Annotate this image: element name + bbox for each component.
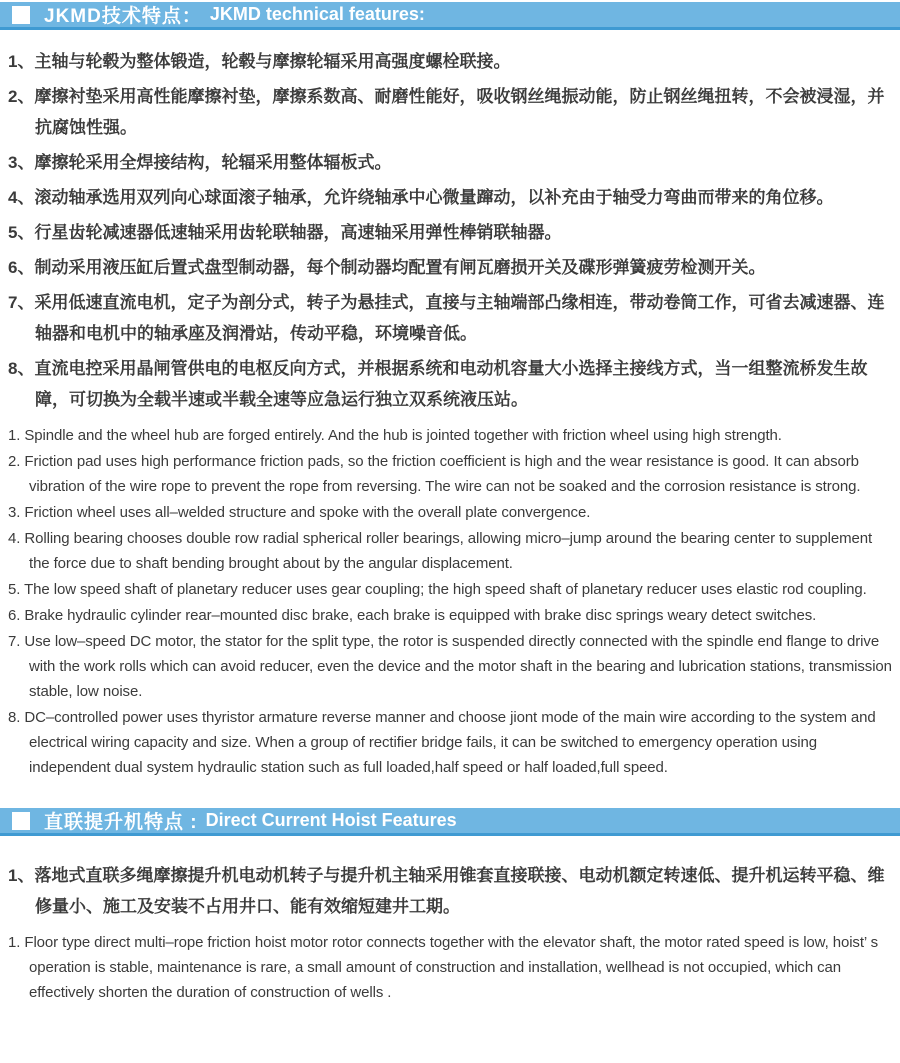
item-text: 滚动轴承选用双列向心球面滚子轴承，允许绕轴承中心微量蹿动，以补充由于轴受力弯曲而带来的角位移。 bbox=[34, 188, 834, 207]
item-text: 摩擦衬垫采用高性能摩擦衬垫，摩擦系数高、耐磨性能好，吸收钢丝绳振动能，防止钢丝绳扭转，不会被浸湿，并抗腐蚀性强。 bbox=[34, 87, 885, 137]
item-number: 3. bbox=[8, 504, 21, 521]
item-text: 直流电控采用晶闸管供电的电枢反向方式，并根据系统和电动机容量大小选择主接线方式，当一组整流桥发生故障，可切换为全载半速或半载全速等应急运行独立双系统液压站。 bbox=[34, 359, 868, 409]
feature-item bbox=[8, 860, 893, 922]
item-number: 6. bbox=[8, 607, 21, 624]
section-header-jkmd bbox=[0, 2, 900, 30]
feature-item bbox=[8, 449, 893, 499]
item-number: 1. bbox=[8, 427, 21, 444]
item-text: Friction pad uses high performance friction pads, so the friction coefficient is high and the wear resistance is good. It can absorb vibration of the wire rope to prevent the rope from reversing. The wire can not be soaked and the corrosion resistance is strong. bbox=[20, 453, 861, 495]
item-text: 主轴与轮毂为整体锻造，轮毂与摩擦轮辐采用高强度螺栓联接。 bbox=[34, 52, 511, 71]
feature-item bbox=[8, 500, 893, 525]
feature-item bbox=[8, 147, 893, 178]
item-number: 7. bbox=[8, 633, 21, 650]
page-content-2 bbox=[0, 860, 900, 1005]
feature-item bbox=[8, 705, 893, 780]
jkmd-features-list-en bbox=[8, 423, 893, 780]
hoist-section-title-en: Direct Current Hoist Features bbox=[205, 810, 457, 830]
feature-item bbox=[8, 287, 893, 349]
hoist-section-title-zh: 直联提升机特点 : bbox=[44, 812, 198, 833]
item-text: Floor type direct multi–rope friction hoist motor rotor connects together with the elevator shaft, the motor rated speed is low, hoist’ s operation is stable, maintenance is rare, a small amount of construction and installation, wellhead is not occupied, which can effectively shorten the duration of construction of wells . bbox=[20, 934, 879, 1001]
item-number: 3、 bbox=[8, 153, 35, 172]
jkmd-section-title-zh: JKMD技术特点： bbox=[44, 6, 202, 27]
item-text: 行星齿轮减速器低速轴采用齿轮联轴器，高速轴采用弹性棒销联轴器。 bbox=[34, 223, 562, 242]
feature-item bbox=[8, 252, 893, 283]
item-text: 摩擦轮采用全焊接结构，轮辐采用整体辐板式。 bbox=[34, 153, 392, 172]
feature-item bbox=[8, 46, 893, 77]
item-number: 8、 bbox=[8, 359, 35, 378]
feature-item bbox=[8, 603, 893, 628]
item-text: 制动采用液压缸后置式盘型制动器，每个制动器均配置有闸瓦磨损开关及碟形弹簧疲劳检测开关。 bbox=[34, 258, 766, 277]
feature-item bbox=[8, 423, 893, 448]
feature-item bbox=[8, 526, 893, 576]
item-text: Brake hydraulic cylinder rear–mounted disc brake, each brake is equipped with brake disc springs weary detect switches. bbox=[20, 607, 817, 624]
item-text: The low speed shaft of planetary reducer uses gear coupling; the high speed shaft of planetary reducer uses elastic rod coupling. bbox=[20, 581, 867, 598]
item-text: Spindle and the wheel hub are forged entirely. And the hub is jointed together with friction wheel using high strength. bbox=[20, 427, 782, 444]
item-text: Friction wheel uses all–welded structure and spoke with the overall plate convergence. bbox=[20, 504, 591, 521]
jkmd-features-list-zh bbox=[8, 46, 893, 415]
item-number: 7、 bbox=[8, 293, 35, 312]
item-number: 2、 bbox=[8, 87, 35, 106]
feature-item bbox=[8, 81, 893, 143]
hoist-features-list-en bbox=[8, 930, 893, 1005]
item-number: 5. bbox=[8, 581, 21, 598]
item-number: 2. bbox=[8, 453, 21, 470]
square-bullet-icon bbox=[12, 6, 30, 24]
feature-item bbox=[8, 930, 893, 1005]
item-text: Use low–speed DC motor, the stator for the split type, the rotor is suspended directly connected with the spindle end flange to drive with the work rolls which can avoid reducer, even the device and the motor shaft in the bearing and lubrication stations, transmission stable, low noise. bbox=[20, 633, 892, 700]
item-text: 采用低速直流电机，定子为剖分式，转子为悬挂式，直接与主轴端部凸缘相连，带动卷筒工作，可省去减速器、连轴器和电机中的轴承座及润滑站，传动平稳，环境噪音低。 bbox=[34, 293, 885, 343]
item-number: 1、 bbox=[8, 52, 35, 71]
feature-item bbox=[8, 577, 893, 602]
item-number: 6、 bbox=[8, 258, 35, 277]
item-text: Rolling bearing chooses double row radial spherical roller bearings, allowing micro–jump around the bearing center to supplement the force due to shaft bending brought about by the angular displacement. bbox=[20, 530, 873, 572]
section-header-direct-hoist bbox=[0, 808, 900, 836]
feature-item bbox=[8, 182, 893, 213]
item-number: 5、 bbox=[8, 223, 35, 242]
feature-item bbox=[8, 353, 893, 415]
feature-item bbox=[8, 629, 893, 704]
item-text: 落地式直联多绳摩擦提升机电动机转子与提升机主轴采用锥套直接联接、电动机额定转速低、提升机运转平稳、维修量小、施工及安装不占用井口、能有效缩短建井工期。 bbox=[34, 866, 885, 916]
item-number: 1、 bbox=[8, 866, 35, 885]
item-number: 1. bbox=[8, 934, 21, 951]
square-bullet-icon bbox=[12, 812, 30, 830]
page-content bbox=[0, 46, 900, 780]
item-number: 4. bbox=[8, 530, 21, 547]
item-number: 8. bbox=[8, 709, 21, 726]
jkmd-section-title-en: JKMD technical features: bbox=[209, 4, 425, 24]
feature-item bbox=[8, 217, 893, 248]
item-number: 4、 bbox=[8, 188, 35, 207]
hoist-features-list-zh bbox=[8, 860, 893, 922]
item-text: DC–controlled power uses thyristor armature reverse manner and choose jiont mode of the main wire according to the system and electrical wiring capacity and size. When a group of rectifier bridge fails, it can be switched to emergency operation using independent dual system hydraulic station such as full loaded,half speed or half loaded,full speed. bbox=[20, 709, 876, 776]
